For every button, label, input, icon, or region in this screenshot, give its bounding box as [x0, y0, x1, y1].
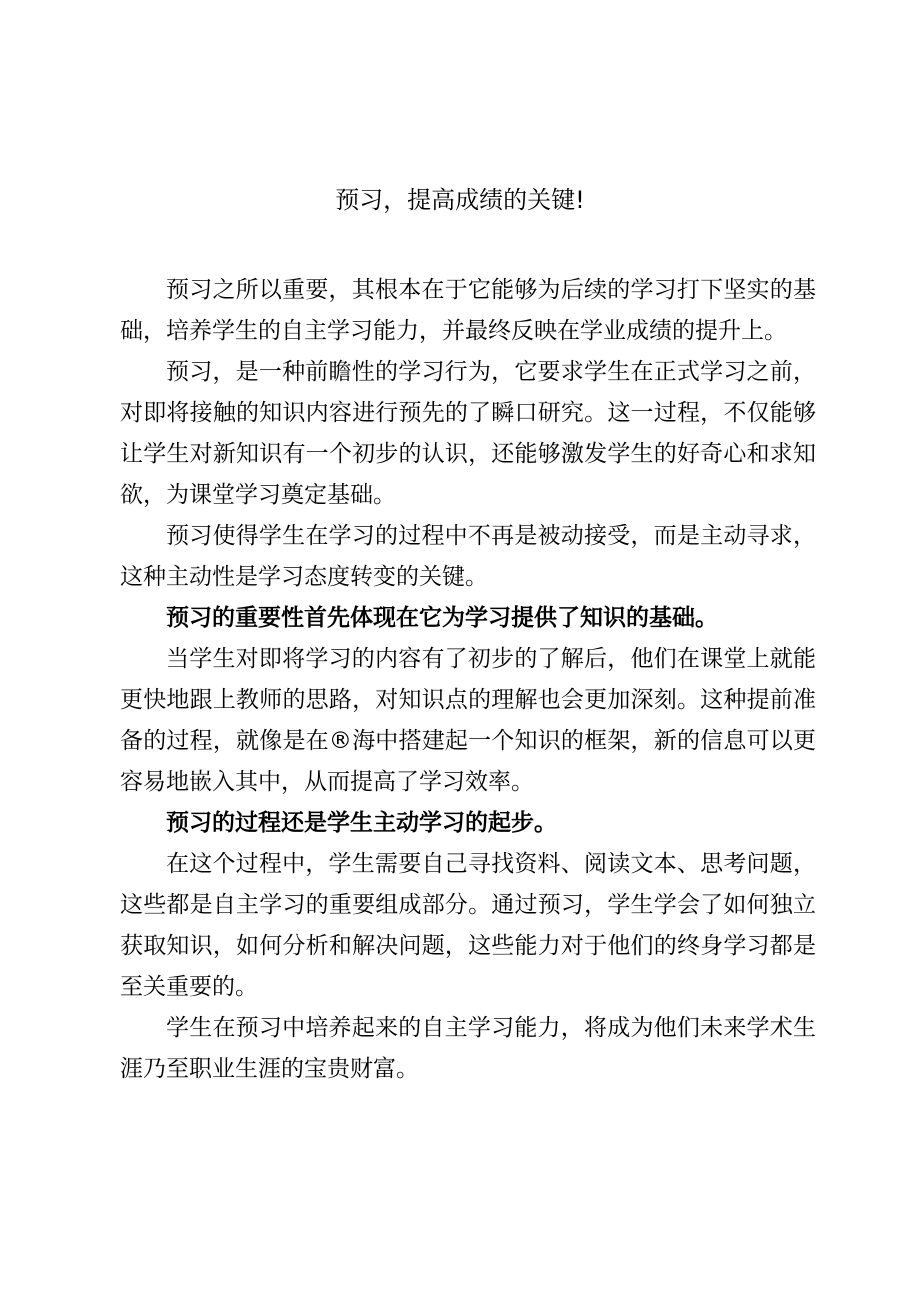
document-body — [120, 270, 816, 1090]
paragraph-self-learning-skills: 在这个过程中，学生需要自己寻找资料、阅读文本、思考问题，这些都是自主学习的重要组成部分。通过预习，学生学会了如何独立获取知识，如何分析和解决问题，这些能力对于他们的终身学习都是至关重要的。 — [120, 851, 816, 1000]
paragraph-definition: 预习，是一种前瞻性的学习行为，它要求学生在正式学习之前，对即将接触的知识内容进行预先的了瞬口研究。这一过程，不仅能够让学生对新知识有一个初步的认识，还能够激发学生的好奇心和求知欲，为课堂学习奠定基础。 — [120, 359, 816, 508]
heading-knowledge-foundation: 预习的重要性首先体现在它为学习提供了知识的基础。 — [166, 605, 718, 631]
document-title: 预习，提高成绩的关键! — [335, 186, 585, 214]
paragraph-conclusion: 学生在预习中培养起来的自主学习能力，将成为他们未来学术生涯乃至职业生涯的宝贵财富。 — [120, 1015, 816, 1082]
paragraph-classroom-efficiency: 当学生对即将学习的内容有了初步的了解后，他们在课堂上就能更快地跟上教师的思路，对知识点的理解也会更加深刻。这种提前准备的过程，就像是在®海中搭建起一个知识的框架，新的信息可以更容易地嵌入其中，从而提高了学习效率。 — [120, 646, 816, 795]
paragraph-active-learning: 预习使得学生在学习的过程中不再是被动接受，而是主动寻求，这种主动性是学习态度转变的关键。 — [120, 523, 816, 590]
heading-self-learning-start: 预习的过程还是学生主动学习的起步。 — [166, 810, 557, 836]
paragraph-importance-intro: 预习之所以重要，其根本在于它能够为后续的学习打下坚实的基础，培养学生的自主学习能力，并最终反映在学业成绩的提升上。 — [120, 277, 816, 344]
